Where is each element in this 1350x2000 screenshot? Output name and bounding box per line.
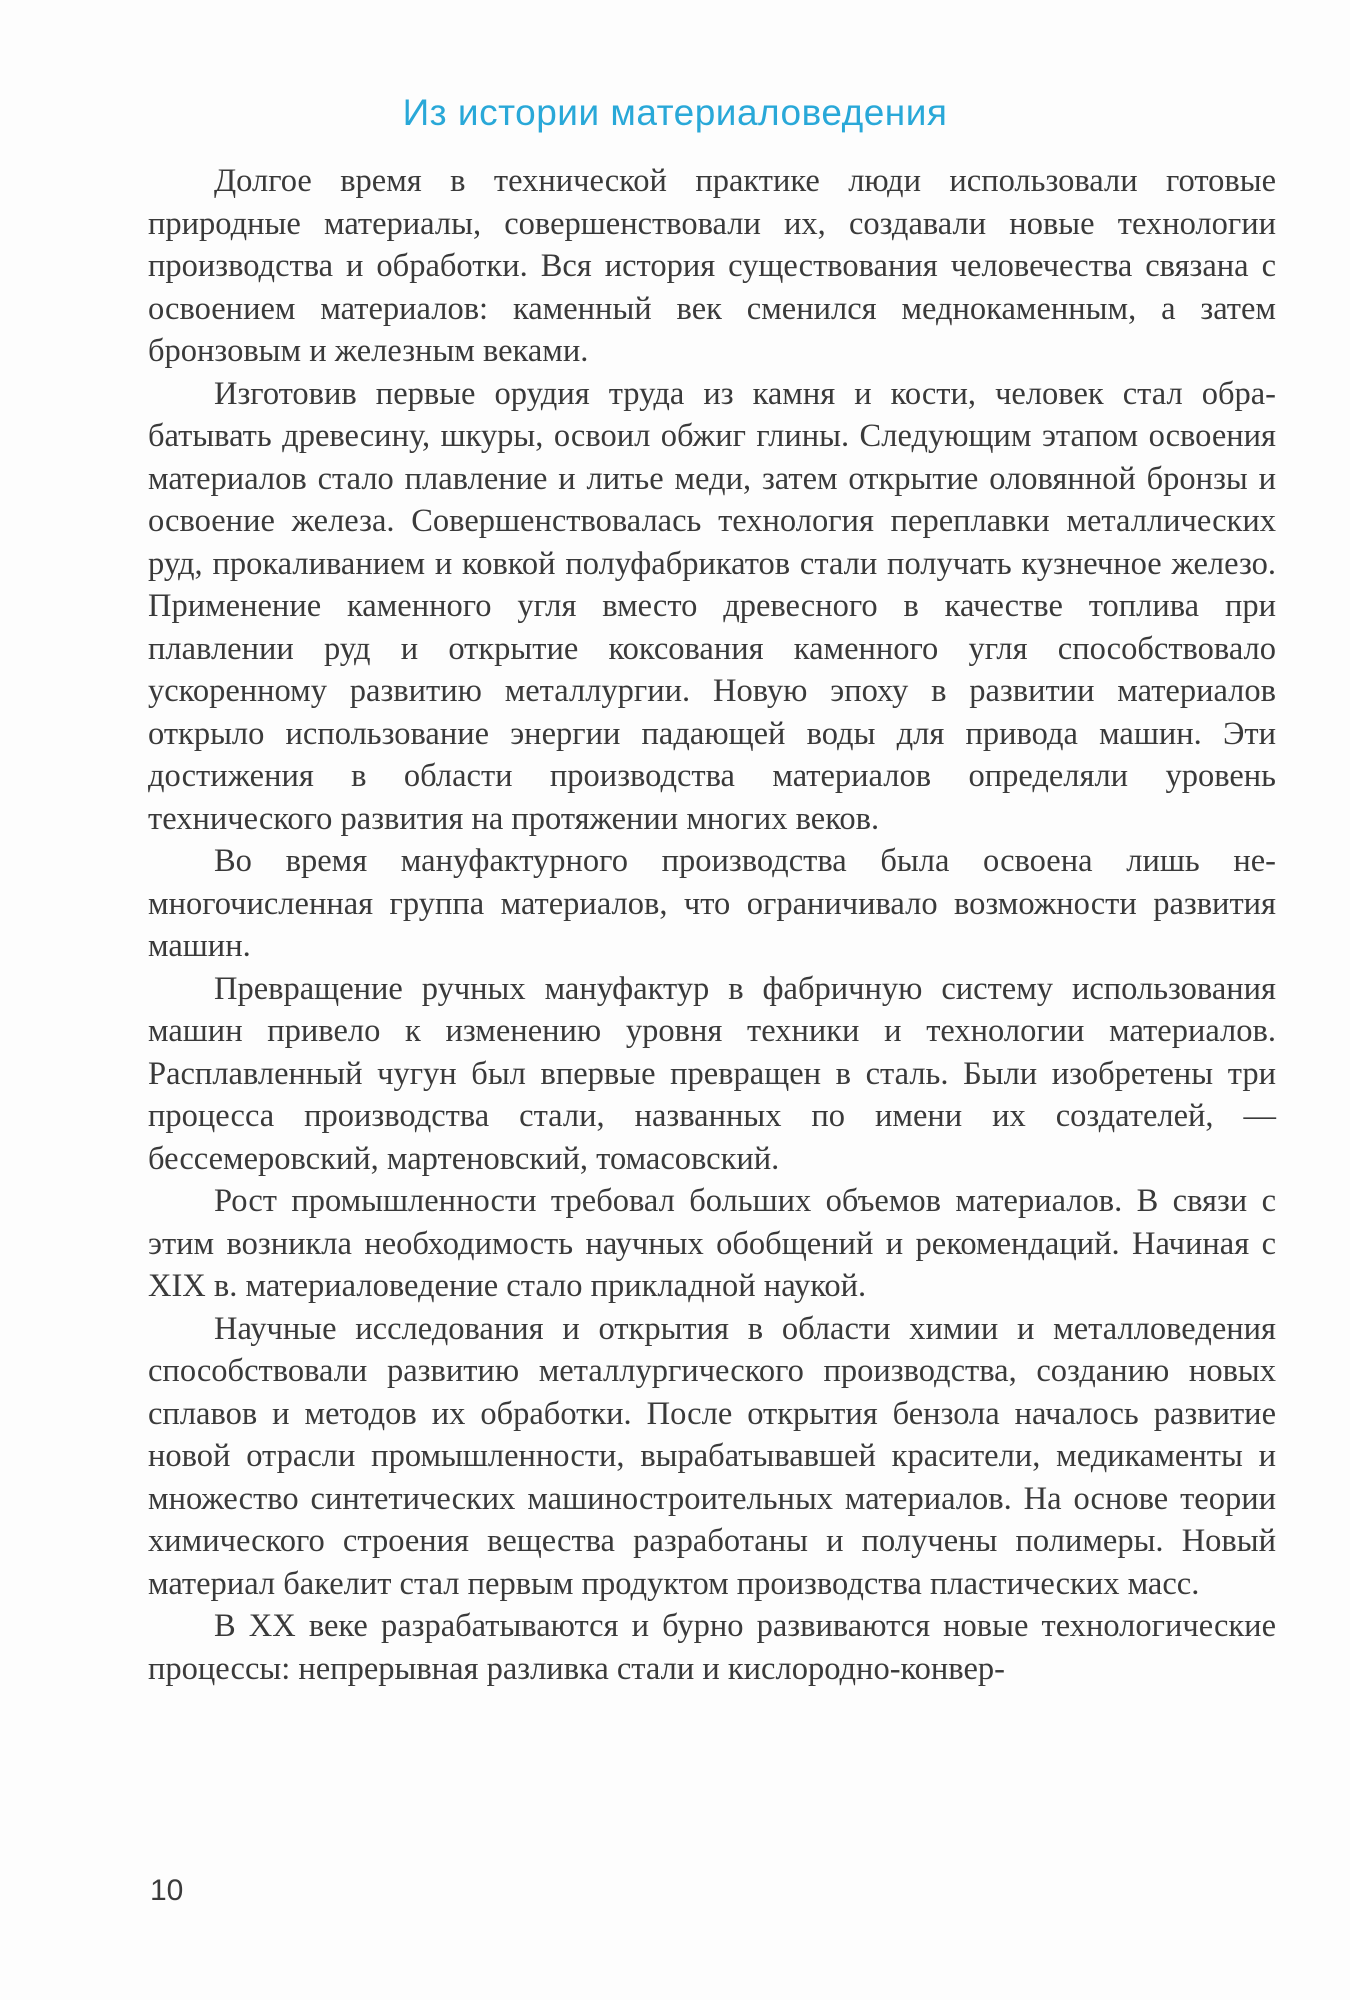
paragraph-5: Рост промышленности требовал больших объемов материалов. В связи с этим возникла необходимость научных обобщений и рекомендаций. Начиная с XIX в. материаловедение стало прикладной наукой. bbox=[148, 1183, 1276, 1304]
paragraph-4: Превращение ручных мануфактур в фабричную систему использования машин привело к изменению уровня техники и технологии материалов. Расплавленный чугун был впервые превращен в сталь. Были изобретены три процесса производства стали, названных по имени их создателей, — бессемеровский, мартеновский, томасовский. bbox=[148, 970, 1276, 1177]
paragraph-1: Долгое время в технической практике люди использовали готовые природные материалы, совершенствовали их, создавали новые технологии производства и обработки. Вся история существования человечества связана с освоением материалов: каменный век сменился меднокаменным, а затем бронзовым и железным веками. bbox=[148, 163, 1276, 369]
paragraph-3: Во время мануфактурного производства была освоена лишь немногочисленная группа материалов, что ограничивало возможности развития машин. bbox=[148, 843, 1276, 964]
paragraph-7: В XX веке разрабатываются и бурно развиваются новые технологические процессы: непрерывная разливка стали и кислородно-конвер- bbox=[148, 1608, 1276, 1687]
section-heading: Из истории материаловедения bbox=[402, 92, 948, 133]
paragraph-2: Изготовив первые орудия труда из камня и кости, человек стал обрабатывать древесину, шкуры, освоил обжиг глины. Следующим этапом освоения материалов стало плавление и литье меди, затем открытие оловянной бронзы и освоение железа. Совершенствовалась технология переплавки металлических руд, прокаливанием и ковкой полуфабрикатов стали получать кузнечное железо. Применение каменного угля вместо древесного в качестве топлива при плавлении руд и открытие коксования каменного угля способствовало ускоренному развитию металлургии. Новую эпоху в развитии материалов открыло использование энергии падающей воды для привода машин. Эти достижения в области производства материалов определяли уровень технического развития на протяжении многих веков. bbox=[148, 375, 1276, 837]
body-text bbox=[148, 160, 1276, 1690]
page-number: 10 bbox=[150, 1874, 184, 1907]
paragraph-6: Научные исследования и открытия в области химии и металловедения способствовали развитию металлургического производства, созданию новых сплавов и методов их обработки. После открытия бензола началось развитие новой отрасли промышленности, вырабатывавшей красители, медикаменты и множество синтетических машиностроительных материалов. На основе теории химического строения вещества разработаны и получены полимеры. Новый материал бакелит стал первым продуктом производства пластических масс. bbox=[148, 1310, 1276, 1602]
